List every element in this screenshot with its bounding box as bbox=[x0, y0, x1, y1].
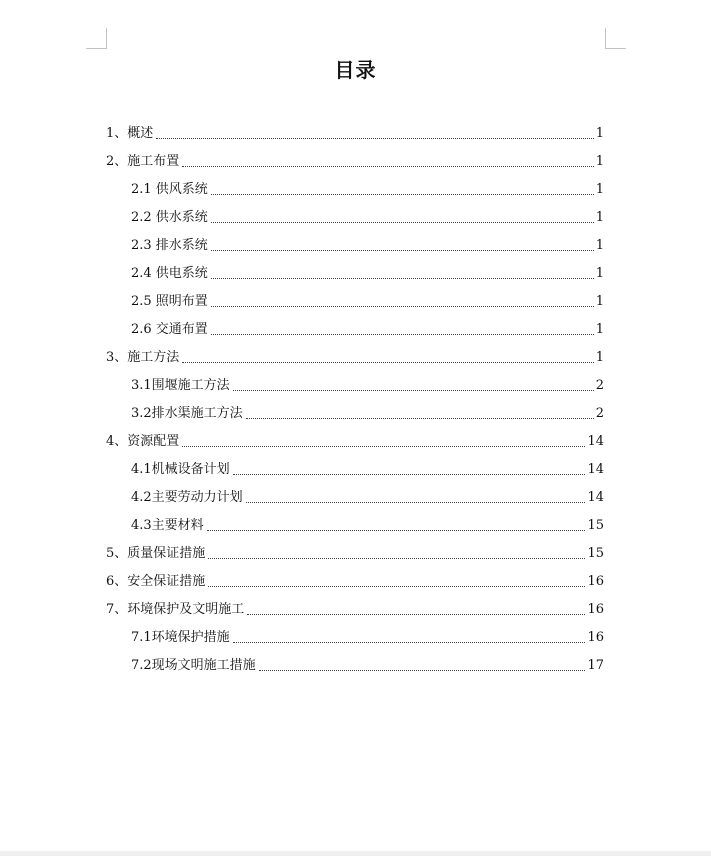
toc-entry-page-number: 15 bbox=[587, 546, 604, 561]
toc-entry-label: 1、概述 bbox=[106, 126, 154, 141]
toc-entry-page-number: 1 bbox=[595, 154, 604, 169]
toc-entry-page-number: 1 bbox=[595, 266, 604, 281]
toc-entry-page-number: 1 bbox=[595, 350, 604, 365]
toc-entry[interactable] bbox=[106, 648, 604, 676]
toc-entry-label: 2.6 交通布置 bbox=[131, 322, 208, 337]
table-of-contents bbox=[106, 116, 604, 676]
toc-dot-leader bbox=[233, 473, 586, 475]
toc-entry-page-number: 15 bbox=[587, 518, 604, 533]
toc-dot-leader bbox=[246, 501, 586, 503]
toc-entry[interactable] bbox=[106, 256, 604, 284]
toc-entry-page-number: 2 bbox=[595, 378, 604, 393]
toc-dot-leader bbox=[211, 249, 594, 251]
toc-entry-page-number: 16 bbox=[587, 630, 604, 645]
toc-entry[interactable] bbox=[106, 116, 604, 144]
toc-entry-page-number: 16 bbox=[587, 602, 604, 617]
toc-dot-leader bbox=[182, 445, 585, 447]
toc-dot-leader bbox=[233, 641, 586, 643]
toc-entry-label: 3、施工方法 bbox=[106, 350, 180, 365]
toc-entry-label: 5、质量保证措施 bbox=[106, 546, 206, 561]
toc-entry-label: 3.1围堰施工方法 bbox=[131, 378, 230, 393]
toc-entry[interactable] bbox=[106, 592, 604, 620]
toc-entry[interactable] bbox=[106, 480, 604, 508]
toc-entry[interactable] bbox=[106, 564, 604, 592]
toc-entry-label: 7、环境保护及文明施工 bbox=[106, 602, 245, 617]
toc-entry-label: 4、资源配置 bbox=[106, 434, 180, 449]
toc-entry-label: 2.2 供水系统 bbox=[131, 210, 208, 225]
toc-dot-leader bbox=[211, 333, 594, 335]
margin-corner-marker-top-left bbox=[86, 28, 107, 49]
toc-dot-leader bbox=[211, 277, 594, 279]
toc-dot-leader bbox=[208, 557, 585, 559]
toc-entry[interactable] bbox=[106, 368, 604, 396]
toc-entry-label: 4.2主要劳动力计划 bbox=[131, 490, 243, 505]
page-bottom-edge bbox=[0, 851, 711, 856]
toc-entry-page-number: 16 bbox=[587, 574, 604, 589]
toc-entry-page-number: 17 bbox=[587, 658, 604, 673]
toc-dot-leader bbox=[233, 389, 594, 391]
toc-dot-leader bbox=[259, 669, 586, 671]
toc-entry[interactable] bbox=[106, 312, 604, 340]
toc-entry-label: 2.4 供电系统 bbox=[131, 266, 208, 281]
toc-entry-label: 2、施工布置 bbox=[106, 154, 180, 169]
toc-entry-label: 2.1 供风系统 bbox=[131, 182, 208, 197]
toc-entry-page-number: 14 bbox=[587, 434, 604, 449]
toc-entry-page-number: 1 bbox=[595, 238, 604, 253]
toc-entry-page-number: 14 bbox=[587, 490, 604, 505]
toc-entry[interactable] bbox=[106, 340, 604, 368]
toc-entry[interactable] bbox=[106, 424, 604, 452]
toc-dot-leader bbox=[182, 361, 593, 363]
toc-entry[interactable] bbox=[106, 508, 604, 536]
toc-entry-label: 2.5 照明布置 bbox=[131, 294, 208, 309]
toc-entry-label: 6、安全保证措施 bbox=[106, 574, 206, 589]
toc-dot-leader bbox=[247, 613, 585, 615]
toc-entry[interactable] bbox=[106, 536, 604, 564]
toc-dot-leader bbox=[207, 529, 586, 531]
toc-entry-page-number: 1 bbox=[595, 322, 604, 337]
toc-entry-page-number: 1 bbox=[595, 294, 604, 309]
toc-entry[interactable] bbox=[106, 396, 604, 424]
toc-entry-label: 7.2现场文明施工措施 bbox=[131, 658, 256, 673]
toc-entry-label: 7.1环境保护措施 bbox=[131, 630, 230, 645]
toc-dot-leader bbox=[208, 585, 585, 587]
toc-entry[interactable] bbox=[106, 172, 604, 200]
toc-entry-page-number: 2 bbox=[595, 406, 604, 421]
toc-entry[interactable] bbox=[106, 200, 604, 228]
toc-entry-page-number: 14 bbox=[587, 462, 604, 477]
toc-entry-label: 2.3 排水系统 bbox=[131, 238, 208, 253]
toc-entry-label: 3.2排水渠施工方法 bbox=[131, 406, 243, 421]
toc-entry-page-number: 1 bbox=[595, 210, 604, 225]
toc-dot-leader bbox=[156, 137, 593, 139]
toc-entry-label: 4.3主要材料 bbox=[131, 518, 204, 533]
toc-dot-leader bbox=[246, 417, 594, 419]
toc-entry-page-number: 1 bbox=[595, 126, 604, 141]
toc-entry[interactable] bbox=[106, 144, 604, 172]
toc-entry[interactable] bbox=[106, 452, 604, 480]
toc-dot-leader bbox=[182, 165, 593, 167]
margin-corner-marker-top-right bbox=[605, 28, 626, 49]
toc-entry[interactable] bbox=[106, 284, 604, 312]
toc-dot-leader bbox=[211, 221, 594, 223]
toc-entry-label: 4.1机械设备计划 bbox=[131, 462, 230, 477]
toc-entry[interactable] bbox=[106, 620, 604, 648]
toc-dot-leader bbox=[211, 193, 594, 195]
toc-dot-leader bbox=[211, 305, 594, 307]
toc-entry-page-number: 1 bbox=[595, 182, 604, 197]
toc-entry[interactable] bbox=[106, 228, 604, 256]
page-title: 目录 bbox=[334, 58, 377, 82]
